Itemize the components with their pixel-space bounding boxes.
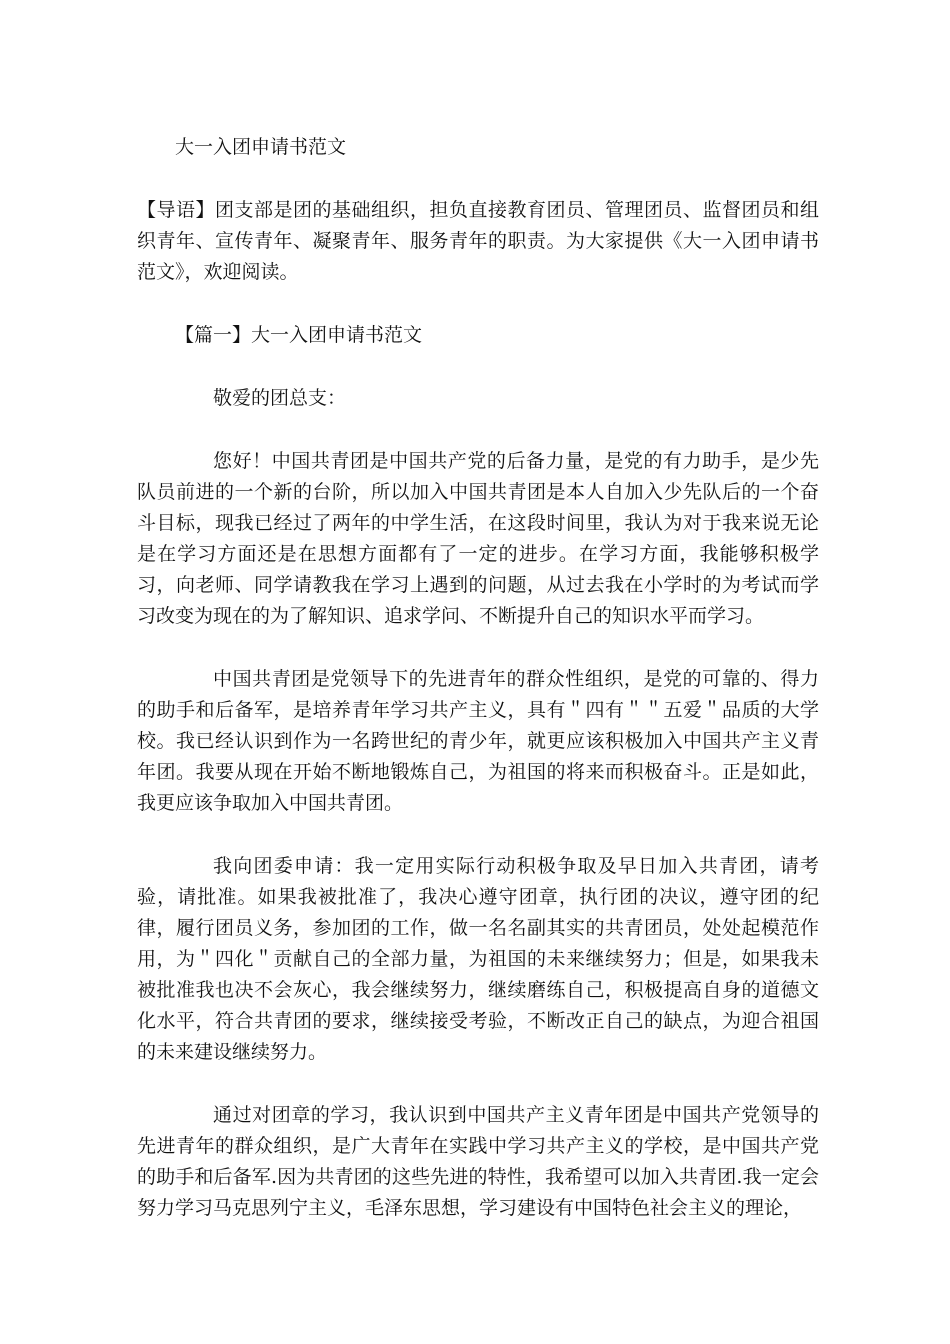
- salutation: 敬爱的团总支：: [213, 387, 347, 409]
- body-paragraph-1: 您好！中国共青团是中国共产党的后备力量，是党的有力助手，是少先队员前进的一个新的台阶，所以加入中国共青团是本人自加入少先队后的一个奋斗目标，现我已经过了两年的中学生活，在这段时间里，我认为对于我来说无论是在学习方面还是在思想方面都有了一定的进步。在学习方面，我能够积极学习，向老师、同学请教我在学习上遇到的问题，从过去我在小学时的为考试而学习改变为现在的为了解知识、追求学问、不断提升自己的知识水平而学习。: [137, 450, 819, 627]
- body-paragraph-3: 我向团委申请：我一定用实际行动积极争取及早日加入共青团，请考验，请批准。如果我被批准了，我决心遵守团章，执行团的决议，遵守团的纪律，履行团员义务，参加团的工作，做一名名副其实的共青团员，处处起模范作用，为＂四化＂贡献自己的全部力量，为祖国的未来继续努力；但是，如果我未被批准我也决不会灰心，我会继续努力，继续磨练自己，积极提高自身的道德文化水平，符合共青团的要求，继续接受考验，不断改正自己的缺点，为迎合祖国的未来建设继续努力。: [137, 855, 819, 1063]
- document-body: [137, 132, 819, 1256]
- document-title: 大一入团申请书范文: [175, 136, 347, 158]
- body-paragraph-2: 中国共青团是党领导下的先进青年的群众性组织，是党的可靠的、得力的助手和后备军，是培养青年学习共产主义，具有＂四有＂＂五爱＂品质的大学校。我已经认识到作为一名跨世纪的青少年，就更应该积极加入中国共产主义青年团。我要从现在开始不断地锻炼自己，为祖国的将来而积极奋斗。正是如此，我更应该争取加入中国共青团。: [137, 668, 819, 814]
- section-heading: 【篇一】大一入团申请书范文: [175, 324, 423, 346]
- body-paragraph-4: 通过对团章的学习，我认识到中国共产主义青年团是中国共产党领导的先进青年的群众组织，是广大青年在实践中学习共产主义的学校，是中国共产党的助手和后备军.因为共青团的这些先进的特性，我希望可以加入共青团.我一定会努力学习马克思列宁主义，毛泽东思想，学习建设有中国特色社会主义的理论，: [137, 1104, 819, 1219]
- intro-paragraph: 【导语】团支部是团的基础组织，担负直接教育团员、管理团员、监督团员和组织青年、宣传青年、凝聚青年、服务青年的职责。为大家提供《大一入团申请书范文》，欢迎阅读。: [137, 199, 819, 283]
